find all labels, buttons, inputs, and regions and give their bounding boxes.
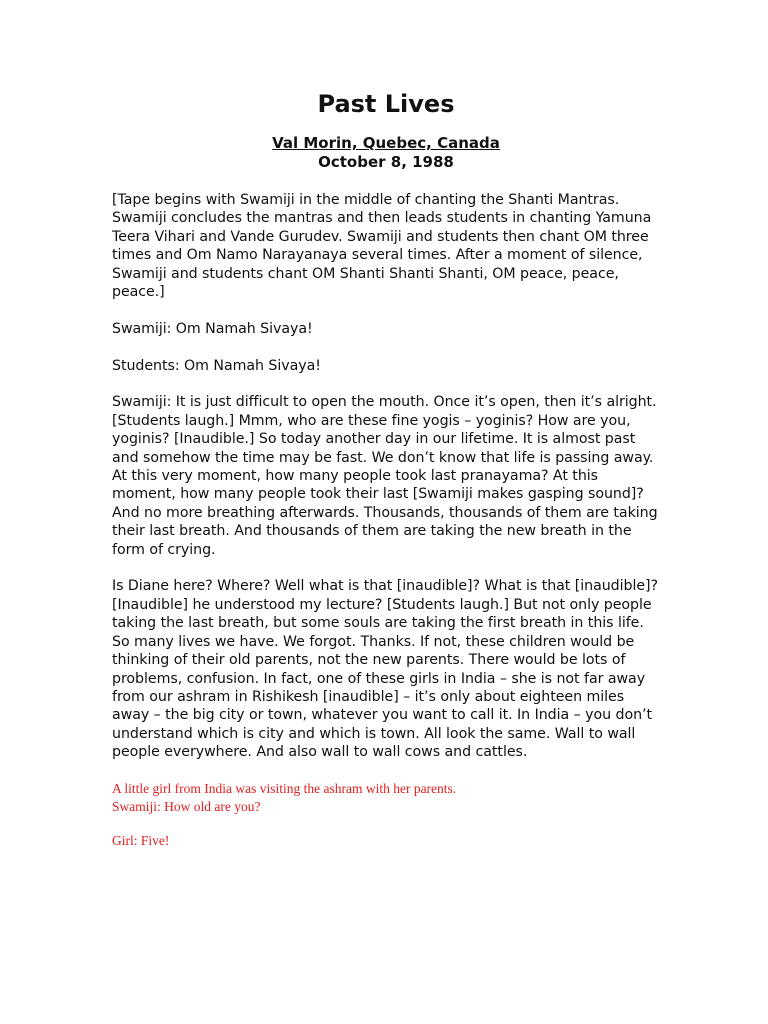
paragraph-students-greeting: Students: Om Namah Sivaya! [112, 357, 321, 374]
red-question-line: Swamiji: How old are you? [112, 798, 261, 814]
paragraph-intro: [Tape begins with Swamiji in the middle of chanting the Shanti Mantras. Swamiji concludes the mantras and then leads students in chanting Yamuna Teera Vihari and Vande Gurudev. Swamiji and students then chant OM three times and Om Namo Narayanaya several times. After a moment of silence, Swamiji and students chant OM Shanti Shanti Shanti, OM peace, peace, peace.] [112, 192, 652, 301]
document-title: Past Lives [317, 90, 455, 118]
date-line: October 8, 1988 [318, 153, 454, 171]
paragraph-diane: Is Diane here? Where? Well what is that [inaudible]? What is that [inaudible]? [Inaudible] he understood my lecture? [Students laugh.] But not only people taking the last breath, but some souls are taking the first breath in this life. So many lives we have. We forgot. Thanks. If not, these children would be thinking of their old parents, not the new parents. There would be lots of problems, confusion. In fact, one of these girls in India – she is not far away from our ashram in Rishikesh [inaudible] – it’s only about eighteen miles away – the big city or town, whatever you want to call it. In India – you don’t understand which is city and which is town. All look the same. Wall to wall people everywhere. And also wall to wall cows and cattles. [112, 578, 659, 761]
paragraph-swamiji-greeting: Swamiji: Om Namah Sivaya! [112, 320, 313, 337]
location-line: Val Morin, Quebec, Canada [272, 134, 500, 152]
paragraph-swamiji-talk: Swamiji: It is just difficult to open the mouth. Once it’s open, then it’s alright. [Students laugh.] Mmm, who are these fine yogis – yoginis? How are you, yoginis? [Inaudible.] So today another day in our lifetime. It is almost past and somehow the time may be fast. We don’t know that life is passing away. At this very moment, how many people took last pranayama? At this moment, how many people took their last [Swamiji makes gasping sound]? And no more breathing afterwards. Thousands, thousands of them are taking their last breath. And thousands of them are taking the new breath in the form of crying. [112, 394, 658, 558]
document-page [112, 88, 660, 850]
red-answer-line: Girl: Five! [112, 832, 170, 848]
red-note-line: A little girl from India was visiting the ashram with her parents. [112, 780, 457, 796]
